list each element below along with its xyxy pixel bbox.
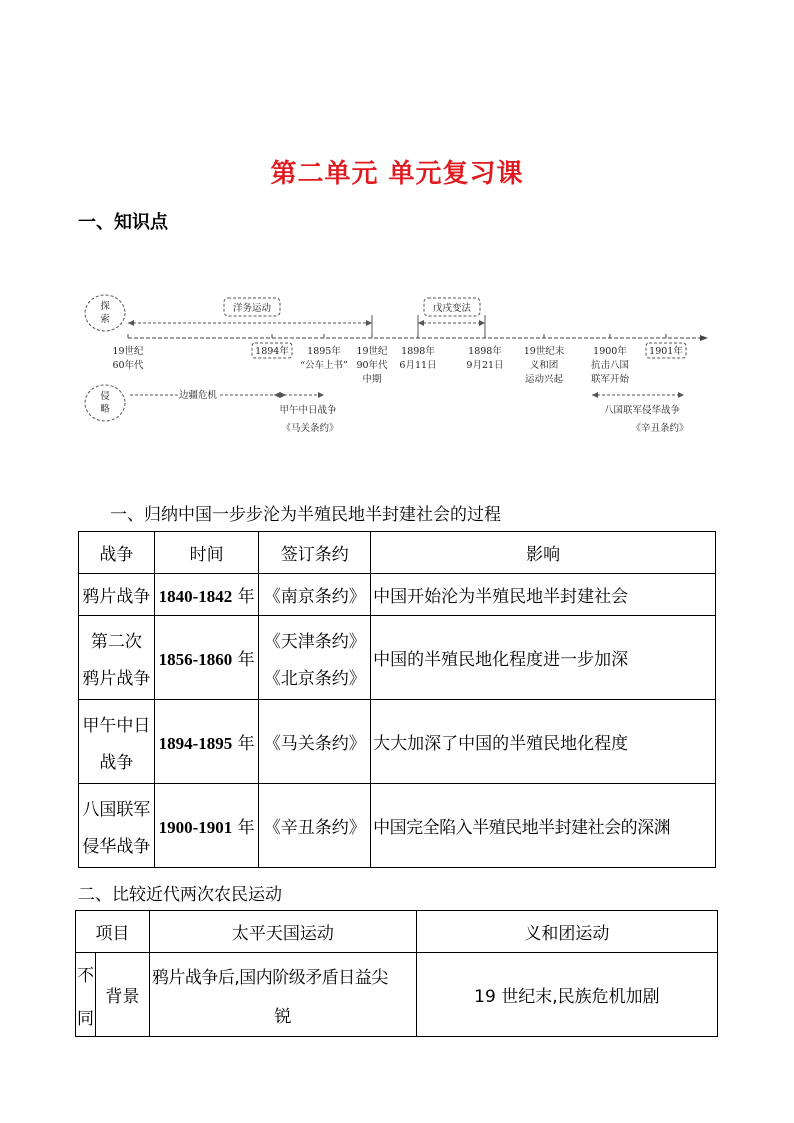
table-header-row [76, 911, 718, 953]
sino-japanese-war [274, 392, 339, 434]
treaty1-label: 《马关条约》 [281, 423, 339, 434]
table-row [76, 953, 718, 1037]
cell-time: 1856-1860 年 [154, 616, 259, 700]
table-row [79, 700, 716, 784]
timeline-tick-label: “公车上书” [300, 360, 348, 371]
table-row [79, 784, 716, 868]
treaty2-label: 《辛丑条约》 [631, 423, 689, 434]
timeline-tick-label: 90年代 [356, 360, 388, 371]
cell-time: 1900-1901 年 [154, 784, 259, 868]
page-title: 第二单元 单元复习课 [270, 159, 524, 189]
table-row [79, 616, 716, 700]
explore-circle [85, 295, 125, 331]
cell-yihetuan: 19 世纪末,民族危机加剧 [416, 953, 717, 1037]
header-item: 项目 [76, 911, 150, 953]
cell-taiping: 鸦片战争后,国内阶级矛盾日益尖 锐 [149, 953, 416, 1037]
cell-time: 1894-1895 年 [154, 700, 259, 784]
cell-impact: 中国的半殖民地化程度进一步加深 [371, 616, 716, 700]
timeline-tick-label: 抗击八国 [590, 360, 630, 371]
timeline-tick-label: 19世纪 [356, 346, 388, 357]
timeline-tick-label: 1898年 [401, 346, 435, 357]
cell-war: 甲午中日 战争 [79, 700, 155, 784]
subhead-peasant: 二、比较近代两次农民运动 [78, 885, 282, 905]
cell-war: 鸦片战争 [79, 574, 155, 616]
cell-differ: 不 同 [76, 953, 96, 1037]
wuxu-label: 戊戌变法 [432, 303, 472, 314]
table-header-row [79, 532, 716, 574]
subhead-process: 一、归纳中国一步步沦为半殖民地半封建社会的过程 [110, 505, 501, 525]
header-impact: 影响 [371, 532, 716, 574]
invade-circle [85, 385, 125, 421]
timeline-tick-label: 中期 [362, 374, 382, 385]
explore-label-1: 探 [100, 301, 110, 312]
cell-time: 1840-1842 年 [154, 574, 259, 616]
frontier-label: 边疆危机 [178, 390, 218, 401]
timeline-ticks [112, 334, 686, 385]
timeline-tick-label: 60年代 [112, 360, 144, 371]
timeline-tick-label: 9月21日 [466, 360, 504, 371]
table-row [79, 574, 716, 616]
timeline-tick-label: 6月11日 [399, 360, 437, 371]
section-heading-knowledge: 一、知识点 [78, 212, 168, 233]
axis-arrow [700, 335, 708, 341]
cell-impact: 大大加深了中国的半殖民地化程度 [371, 700, 716, 784]
header-time: 时间 [154, 532, 259, 574]
cell-impact: 中国开始沦为半殖民地半封建社会 [371, 574, 716, 616]
yangwu-label: 洋务运动 [232, 303, 272, 314]
cell-treaty: 《马关条约》 [259, 700, 371, 784]
cell-treaty: 《辛丑条约》 [259, 784, 371, 868]
timeline-tick-label: 运动兴起 [524, 374, 564, 385]
timeline-tick-label: 联军开始 [590, 374, 630, 385]
cell-war: 第二次 鸦片战争 [79, 616, 155, 700]
explore-label-2: 索 [100, 314, 110, 325]
war-treaty-table [78, 531, 716, 868]
timeline-tick-label: 19世纪末 [523, 346, 565, 357]
timeline-tick-label: 1898年 [468, 346, 502, 357]
header-taiping: 太平天国运动 [149, 911, 416, 953]
timeline-tick-label: 1895年 [307, 346, 341, 357]
invade-label-1: 侵 [100, 391, 110, 402]
cell-treaty: 《天津条约》 《北京条约》 [259, 616, 371, 700]
frontier-crisis-span [130, 389, 286, 401]
war1-label: 甲午中日战争 [279, 405, 337, 416]
header-war: 战争 [79, 532, 155, 574]
header-treaty: 签订条约 [259, 532, 371, 574]
cell-background: 背景 [95, 953, 149, 1037]
header-yihetuan: 义和团运动 [416, 911, 717, 953]
timeline-tick-label: 1901年 [649, 346, 683, 357]
cell-impact: 中国完全陷入半殖民地半封建社会的深渊 [371, 784, 716, 868]
wuxu-span [418, 298, 485, 338]
eight-nation-war [592, 392, 689, 434]
cell-treaty: 《南京条约》 [259, 574, 371, 616]
invade-label-2: 略 [100, 404, 110, 415]
history-timeline [80, 285, 720, 445]
cell-war: 八国联军 侵华战争 [79, 784, 155, 868]
yangwu-span [128, 298, 372, 338]
peasant-movement-table [75, 910, 718, 1037]
timeline-tick-label: 19世纪 [112, 346, 144, 357]
timeline-tick-label: 义和团 [529, 360, 559, 371]
war2-label: 八国联军侵华战争 [603, 405, 681, 416]
timeline-tick-label: 1894年 [255, 346, 289, 357]
timeline-tick-label: 1900年 [593, 346, 627, 357]
